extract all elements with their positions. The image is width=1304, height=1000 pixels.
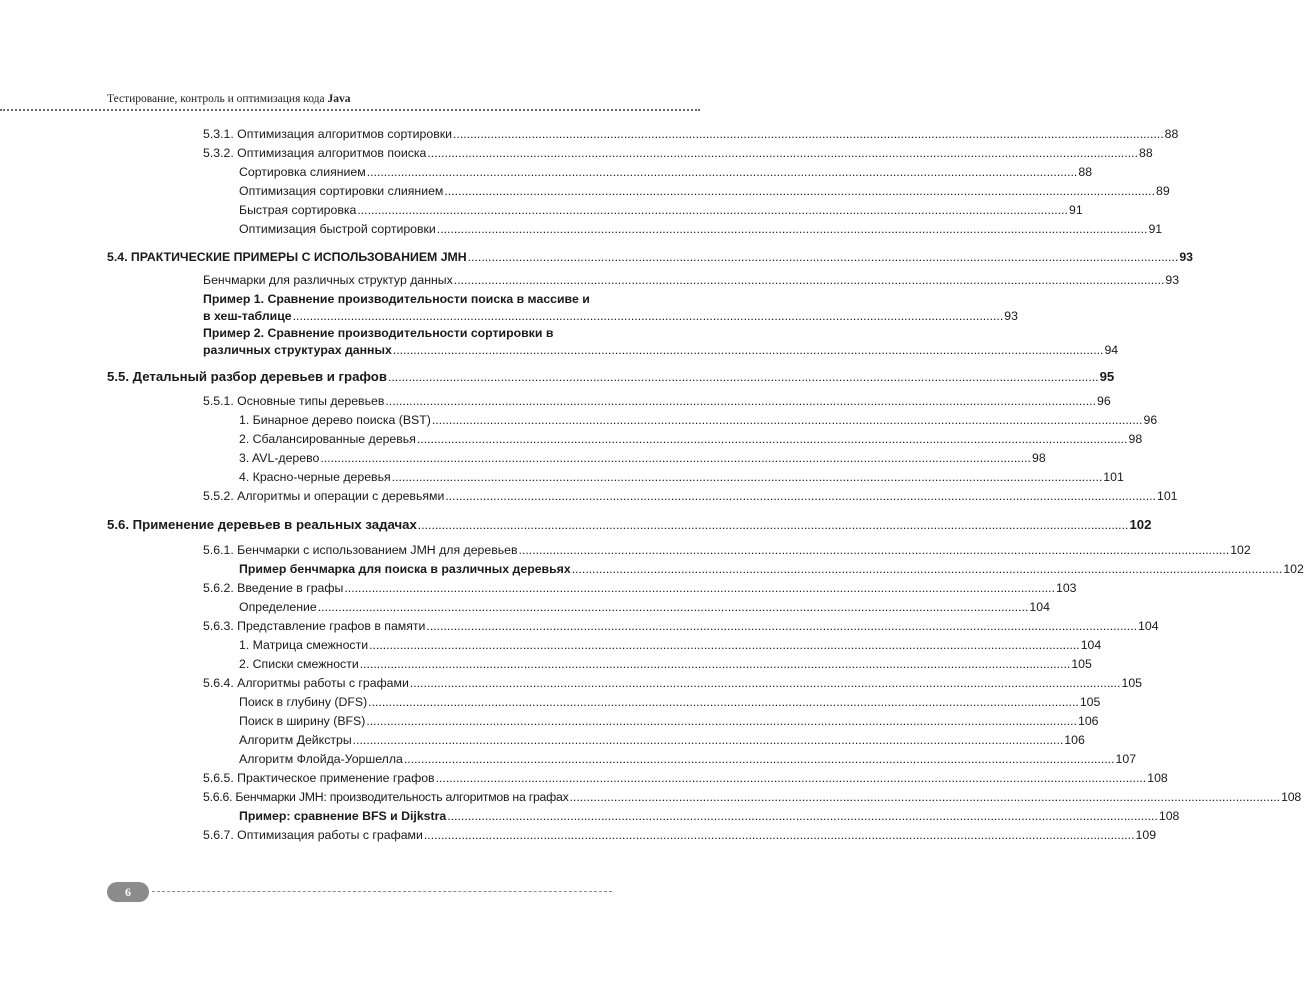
dot-leader <box>426 617 1137 635</box>
toc-entry-page: 91 <box>1068 203 1083 217</box>
toc-entry-label: 5.3.1. Оптимизация алгоритмов сортировки <box>203 127 452 141</box>
toc-entry[interactable] <box>239 411 1158 429</box>
toc-entry-page: 102 <box>1129 517 1152 532</box>
dot-leader <box>468 248 1179 266</box>
header-dotted-rule <box>0 109 700 111</box>
toc-entry-label: Оптимизация быстрой сортировки <box>239 222 436 236</box>
dot-leader <box>360 655 1071 673</box>
dot-leader <box>453 125 1164 143</box>
toc-entry-label: Сортировка слиянием <box>239 165 366 179</box>
toc-entry[interactable] <box>203 674 1143 692</box>
toc-entry-page: 109 <box>1135 828 1157 842</box>
toc-entry-page: 95 <box>1099 369 1115 384</box>
footer-dashed-rule <box>152 891 612 892</box>
toc-entry-page: 102 <box>1283 562 1304 576</box>
toc-entry-label: 5.6.4. Алгоритмы работы с графами <box>203 676 409 690</box>
toc-entry[interactable] <box>239 807 1180 825</box>
toc-entry-label: Пример: сравнение BFS и Dijkstra <box>239 809 447 823</box>
dot-leader <box>424 826 1135 844</box>
toc-entry-label: 5.6.3. Представление графов в памяти <box>203 619 426 633</box>
toc-entry-label: 5.5. Детальный разбор деревьев и графов <box>107 369 387 384</box>
toc-entry-page: 101 <box>1156 489 1178 503</box>
toc-section-heading[interactable] <box>107 248 1193 266</box>
dot-leader <box>418 516 1129 534</box>
toc-entry-label-line2: в хеш-таблице <box>203 309 292 323</box>
toc-entry[interactable] <box>239 220 1163 238</box>
toc-entry-page: 88 <box>1139 146 1153 160</box>
toc-entry-page: 108 <box>1158 809 1180 823</box>
toc-entry-page: 98 <box>1031 451 1046 465</box>
toc-entry[interactable] <box>203 487 1178 505</box>
dot-leader <box>519 541 1230 559</box>
toc-entry-page: 98 <box>1128 432 1143 446</box>
toc-entry-label-line1: Пример 1. Сравнение производительности поиска в массиве и <box>203 292 590 306</box>
toc-entry[interactable] <box>239 182 1170 200</box>
dot-leader <box>353 731 1064 749</box>
toc-entry-label: 1. Бинарное дерево поиска (BST) <box>239 413 431 427</box>
toc-entry-page: 101 <box>1103 470 1124 484</box>
toc-entry[interactable] <box>203 769 1168 787</box>
toc-entry[interactable] <box>203 541 1251 559</box>
dot-leader <box>417 430 1128 448</box>
toc-entry-label: 1. Матрица смежности <box>239 638 369 652</box>
dot-leader <box>436 769 1147 787</box>
toc-entry[interactable] <box>203 291 1018 325</box>
toc-entry-label-line1: Пример 2. Сравнение производительности сортировки в <box>203 326 554 340</box>
dot-leader <box>318 598 1029 616</box>
page-number-badge <box>107 882 149 902</box>
dot-leader <box>385 392 1096 410</box>
toc-entry-label: Оптимизация сортировки слиянием <box>239 184 444 198</box>
dot-leader <box>393 342 1104 359</box>
dot-leader <box>570 788 1281 806</box>
toc-entry-label: 5.6.1. Бенчмарки с использованием JMH для деревьев <box>203 543 518 557</box>
toc-entry-label: Поиск в глубину (DFS) <box>239 695 368 709</box>
toc-entry-page: 88 <box>1164 127 1179 141</box>
toc-entry-label: 5.4. ПРАКТИЧЕСКИЕ ПРИМЕРЫ С ИСПОЛЬЗОВАНИЕМ JMH <box>107 250 467 264</box>
dot-leader <box>432 411 1143 429</box>
toc-entry-page: 93 <box>1179 250 1193 264</box>
toc-entry-label: 5.6.7. Оптимизация работы с графами <box>203 828 423 842</box>
toc-entry-label: 5.6.5. Практическое применение графов <box>203 771 435 785</box>
dot-leader <box>388 368 1099 386</box>
toc-entry[interactable] <box>239 693 1101 711</box>
toc-entry-label: Бенчмарки для различных структур данных <box>203 273 453 287</box>
toc-entry[interactable] <box>239 163 1093 181</box>
toc-entry-page: 104 <box>1138 619 1159 633</box>
toc-entry-page: 103 <box>1056 581 1077 595</box>
toc-entry[interactable] <box>203 392 1111 410</box>
toc-entry-label: Алгоритм Дейкстры <box>239 733 352 747</box>
dot-leader <box>410 674 1121 692</box>
toc-entry-page: 108 <box>1147 771 1168 785</box>
toc-entry-label: Пример бенчмарка для поиска в различных деревьях <box>239 562 571 576</box>
dot-leader <box>572 560 1283 578</box>
toc-entry[interactable] <box>203 144 1153 162</box>
toc-entry[interactable] <box>203 788 1301 806</box>
toc-entry-label: 5.6.6. Бенчмарки JMH: производительность алгоритмов на графах <box>203 790 569 804</box>
dot-leader <box>444 182 1155 200</box>
toc-entry[interactable] <box>239 201 1083 219</box>
toc-entry-page: 106 <box>1077 714 1099 728</box>
toc-entry-page: 91 <box>1148 222 1163 236</box>
toc-entry-label: 5.5.1. Основные типы деревьев <box>203 394 385 408</box>
toc-entry[interactable] <box>239 449 1046 467</box>
toc-entry-label: 5.3.2. Оптимизация алгоритмов поиска <box>203 146 427 160</box>
dot-leader <box>404 750 1115 768</box>
toc-entry[interactable] <box>239 655 1092 673</box>
toc-entry-page: 106 <box>1064 733 1085 747</box>
toc-entry[interactable] <box>203 325 1119 359</box>
dot-leader <box>392 468 1103 486</box>
toc-entry-label: Определение <box>239 600 317 614</box>
toc-entry-page: 89 <box>1156 184 1170 198</box>
dot-leader <box>445 487 1156 505</box>
toc-entry-label: 4. Красно-черные деревья <box>239 470 391 484</box>
toc-entry[interactable] <box>239 636 1102 654</box>
toc-entry[interactable] <box>239 468 1124 486</box>
dot-leader <box>367 163 1078 181</box>
running-head-bold: Java <box>327 93 351 105</box>
toc-entry-label: Поиск в ширину (BFS) <box>239 714 366 728</box>
toc-entry-page: 105 <box>1071 657 1092 671</box>
toc-entry[interactable] <box>239 430 1143 448</box>
toc-entry-label: 3. AVL-дерево <box>239 451 320 465</box>
running-head <box>107 93 351 105</box>
dot-leader <box>437 220 1148 238</box>
toc-entry-page: 104 <box>1080 638 1102 652</box>
toc-entry-page: 88 <box>1078 165 1093 179</box>
dot-leader <box>357 201 1068 219</box>
toc-entry[interactable] <box>239 560 1304 578</box>
toc-entry[interactable] <box>203 579 1077 597</box>
toc-entry-page: 108 <box>1281 790 1301 804</box>
toc-entry[interactable] <box>239 750 1137 768</box>
toc-entry[interactable] <box>239 712 1099 730</box>
toc-entry[interactable] <box>239 598 1050 616</box>
toc-entry-page: 96 <box>1097 394 1111 408</box>
page-number: 6 <box>125 884 131 899</box>
toc-entry-label: 5.6.2. Введение в графы <box>203 581 344 595</box>
toc-entry-page: 93 <box>1004 309 1018 323</box>
dot-leader <box>344 579 1055 597</box>
toc-entry-page: 96 <box>1143 413 1158 427</box>
toc-entry-label-line2: различных структурах данных <box>203 343 392 357</box>
dot-leader <box>427 144 1138 162</box>
toc-section-heading[interactable] <box>107 516 1152 534</box>
toc-entry-page: 94 <box>1104 343 1119 357</box>
toc-entry-label: 5.5.2. Алгоритмы и операции с деревьями <box>203 489 445 503</box>
dot-leader <box>447 807 1158 825</box>
toc-entry-label: 2. Сбалансированные деревья <box>239 432 416 446</box>
toc-entry-label: Алгоритм Флойда-Уоршелла <box>239 752 403 766</box>
toc-entry-label: Быстрая сортировка <box>239 203 357 217</box>
toc-entry[interactable] <box>203 125 1179 143</box>
toc-entry-page: 102 <box>1230 543 1251 557</box>
dot-leader <box>293 308 1004 325</box>
toc-entry[interactable] <box>203 271 1180 289</box>
toc-entry[interactable] <box>239 731 1085 749</box>
toc-entry-label: 2. Списки смежности <box>239 657 359 671</box>
running-head-text: Тестирование, контроль и оптимизация кода <box>107 93 325 105</box>
dot-leader <box>320 449 1031 467</box>
toc-entry-label: 5.6. Применение деревьев в реальных задачах <box>107 517 417 532</box>
toc-entry-page: 105 <box>1121 676 1143 690</box>
dot-leader <box>366 712 1077 730</box>
toc-entry-page: 105 <box>1079 695 1101 709</box>
toc-entry-page: 104 <box>1029 600 1050 614</box>
toc-section-heading[interactable] <box>107 368 1115 386</box>
toc-entry[interactable] <box>203 617 1159 635</box>
toc-entry-page: 107 <box>1115 752 1137 766</box>
toc-entry[interactable] <box>203 826 1157 844</box>
dot-leader <box>368 693 1079 711</box>
dot-leader <box>369 636 1080 654</box>
toc-entry-page: 93 <box>1165 273 1180 287</box>
dot-leader <box>454 271 1165 289</box>
